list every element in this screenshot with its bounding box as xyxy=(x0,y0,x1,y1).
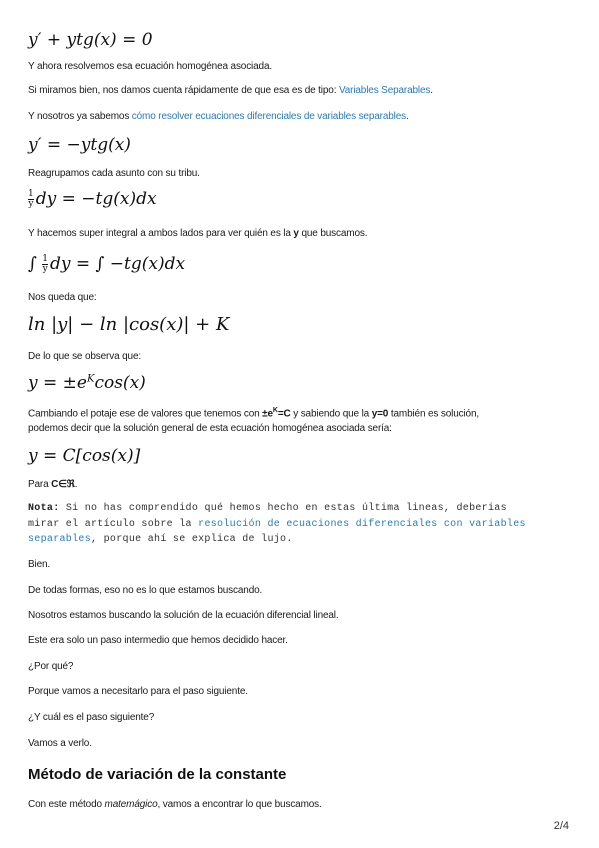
formula-4-fraction xyxy=(42,255,48,274)
paragraph-17: Vamos a verlo. xyxy=(28,738,92,749)
note-label: Nota: xyxy=(28,503,60,514)
paragraph-8-bold-1: ±e xyxy=(262,408,273,420)
paragraph-1: Y ahora resolvemos esa ecuación homogénea asociada. xyxy=(28,61,272,72)
paragraph-18-italic: matemágico xyxy=(104,799,158,810)
paragraph-9 xyxy=(28,479,77,490)
paragraph-5-end: que buscamos. xyxy=(298,228,368,239)
fraction-numerator: 1 xyxy=(42,254,48,264)
paragraph-9-end: . xyxy=(74,479,78,490)
note-line-2 xyxy=(28,519,526,530)
paragraph-8-bold-3: y=0 xyxy=(371,408,389,420)
formula-6 xyxy=(28,373,146,393)
paragraph-5 xyxy=(28,228,367,239)
note-line-1 xyxy=(28,503,507,514)
paragraph-3-text: Y nosotros ya sabemos xyxy=(28,111,132,122)
formula-3-fraction xyxy=(28,190,34,209)
link-separables[interactable]: separables xyxy=(28,534,92,545)
formula-4-rhs: dy = ∫ −tg(x)dx xyxy=(50,254,186,274)
paragraph-2-text: Si miramos bien, nos damos cuenta rápidamente de que esa es de tipo: xyxy=(28,85,339,96)
paragraph-18 xyxy=(28,799,322,810)
paragraph-10: Bien. xyxy=(28,559,51,570)
formula-4 xyxy=(28,254,185,274)
link-resolucion-ecuaciones[interactable]: resolución de ecuaciones diferenciales con variables xyxy=(198,519,526,530)
paragraph-2-end: . xyxy=(430,85,433,96)
fraction-denominator: y xyxy=(42,264,48,274)
paragraph-8-sup: K xyxy=(272,407,278,414)
paragraph-9-text: Para xyxy=(28,479,52,490)
paragraph-8-end: también es solución, xyxy=(388,408,480,420)
paragraph-5-text: Y hacemos super integral a ambos lados para ver quién es la xyxy=(28,228,294,239)
fraction-denominator: y xyxy=(28,199,34,209)
paragraph-8 xyxy=(28,407,479,419)
note-text-1: Si no has comprendido qué hemos hecho en estas última lineas, deberias xyxy=(59,503,507,514)
formula-3 xyxy=(28,189,157,209)
paragraph-6: Nos queda que: xyxy=(28,292,97,303)
paragraph-11: De todas formas, eso no es lo que estamos buscando. xyxy=(28,585,263,596)
paragraph-8-mid: y sabiendo que la xyxy=(290,408,372,420)
fraction-numerator: 1 xyxy=(28,189,34,199)
paragraph-9-bold: C∈ℜ xyxy=(51,479,75,490)
paragraph-7: De lo que se observa que: xyxy=(28,351,141,362)
formula-1: y′ + ytg(x) = 0 xyxy=(28,30,153,50)
formula-2: y′ = −ytg(x) xyxy=(28,135,131,155)
link-variables-separables[interactable]: Variables Separables xyxy=(338,85,431,96)
note-text-2: mirar el artículo sobre la xyxy=(28,519,199,530)
paragraph-12: Nosotros estamos buscando la solución de la ecuación diferencial lineal. xyxy=(28,610,339,621)
formula-6-sup: K xyxy=(86,373,95,385)
paragraph-2 xyxy=(28,85,433,96)
page-number: 2/4 xyxy=(553,820,569,832)
paragraph-14: ¿Por qué? xyxy=(28,661,74,672)
paragraph-3-end: . xyxy=(405,111,409,122)
section-heading: Método de variación de la constante xyxy=(28,766,287,783)
note-text-3: , porque ahí se explica de lujo. xyxy=(91,534,293,545)
paragraph-8-bold-2: =C xyxy=(277,408,291,420)
paragraph-15: Porque vamos a necesitarlo para el paso siguiente. xyxy=(28,686,248,697)
formula-6-a: y = ±e xyxy=(28,373,87,393)
paragraph-16: ¿Y cuál es el paso siguiente? xyxy=(28,712,155,723)
paragraph-4: Reagrupamos cada asunto con su tribu. xyxy=(28,168,200,179)
formula-7: y = C[cos(x)] xyxy=(28,446,141,466)
paragraph-18-text: Con este método xyxy=(28,799,105,810)
formula-3-rhs: dy = −tg(x)dx xyxy=(35,189,157,209)
paragraph-13: Este era solo un paso intermedio que hemos decidido hacer. xyxy=(28,635,288,646)
paragraph-8-line2: podemos decir que la solución general de esta ecuación homogénea asociada sería: xyxy=(28,423,392,434)
paragraph-3 xyxy=(28,111,409,122)
integral-sign: ∫ xyxy=(28,254,37,274)
paragraph-5-bold: y xyxy=(293,228,299,239)
paragraph-8-text: Cambiando el potaje ese de valores que tenemos con xyxy=(28,408,263,420)
formula-5: ln |y| − ln |cos(x)| + K xyxy=(28,314,230,335)
paragraph-18-end: , vamos a encontrar lo que buscamos. xyxy=(157,799,322,810)
note-line-3 xyxy=(28,534,293,545)
link-como-resolver[interactable]: cómo resolver ecuaciones diferenciales de variables separables xyxy=(131,111,406,122)
formula-6-b: cos(x) xyxy=(94,373,146,393)
